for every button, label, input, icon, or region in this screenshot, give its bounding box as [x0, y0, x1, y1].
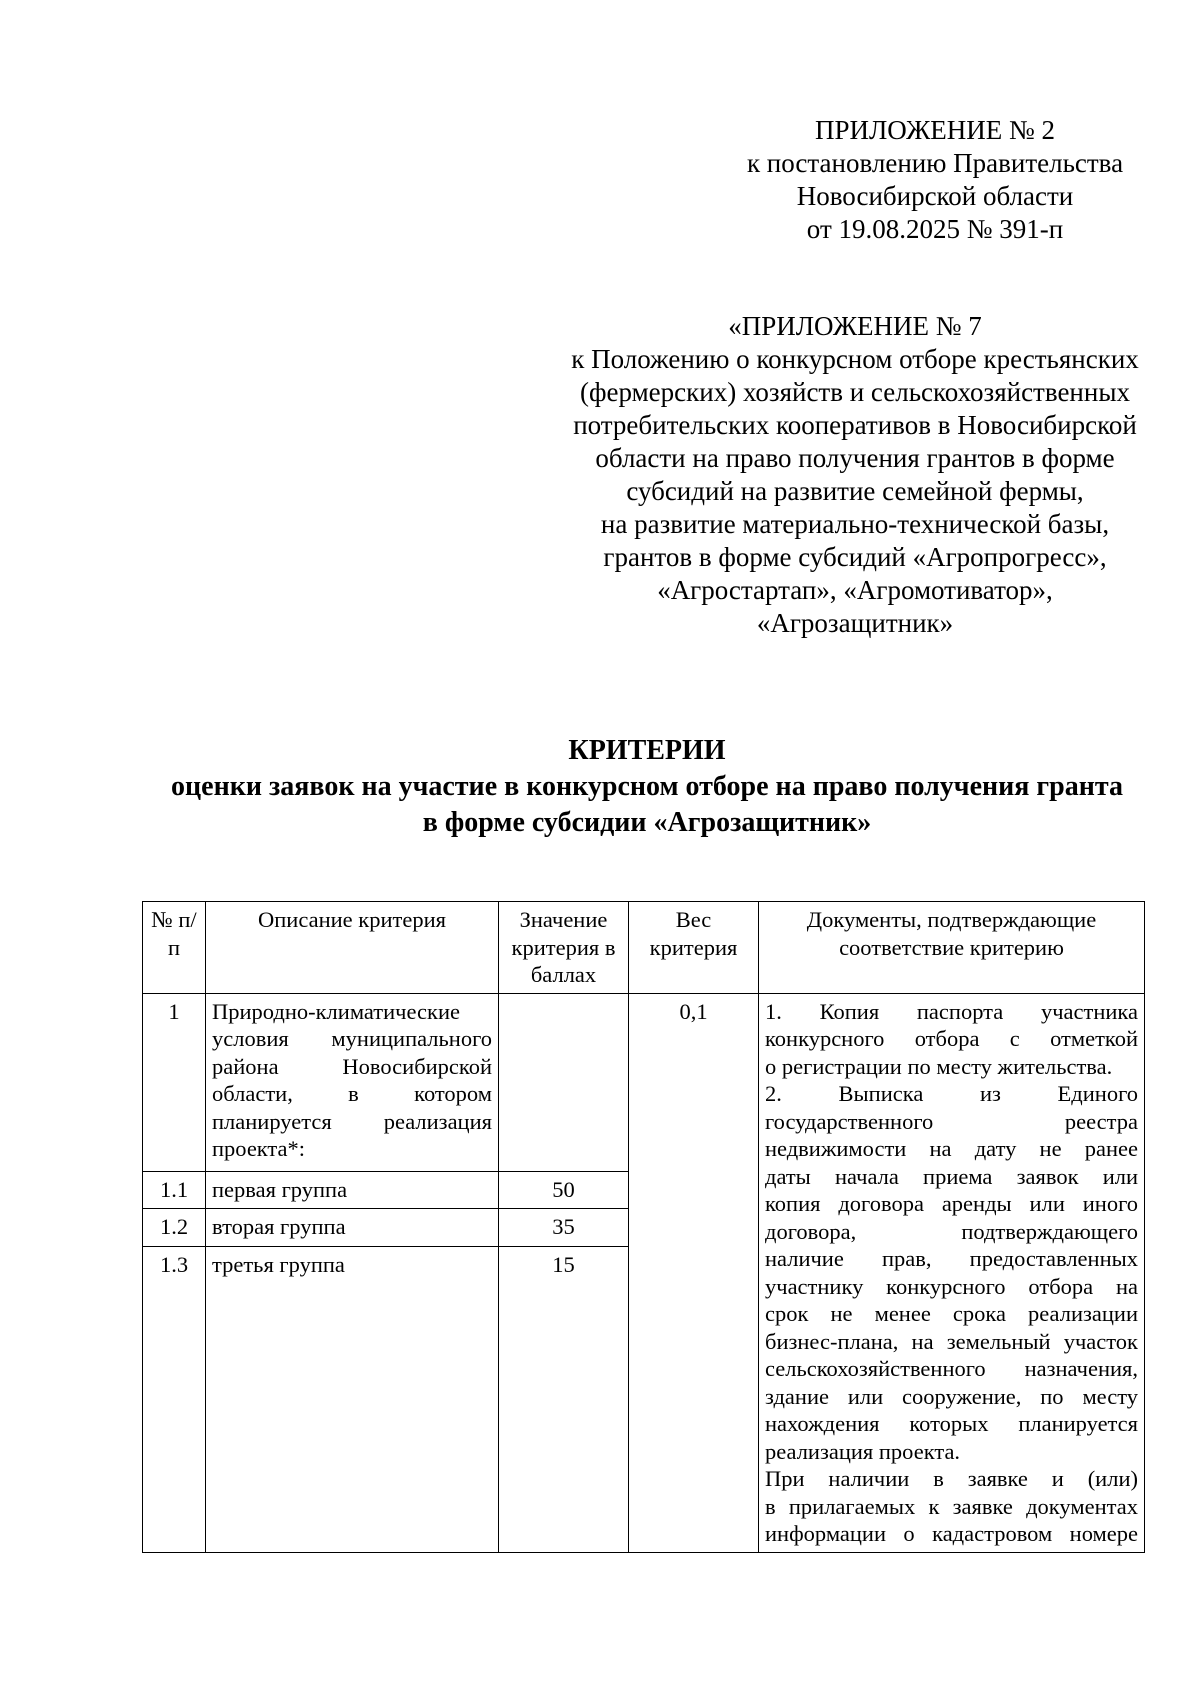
document-title	[0, 733, 1200, 841]
appendix-7-line-4: потребительских кооперативов в Новосибирской	[573, 410, 1137, 440]
appendix-7-header	[540, 310, 1170, 640]
table-header-row	[143, 902, 1145, 994]
appendix-7-line-5: области на право получения грантов в форме	[595, 443, 1115, 473]
row-1-3-num: 1.3	[143, 1246, 206, 1552]
appendix-7-line-9: «Агростартап», «Агромотиватор»,	[657, 575, 1053, 605]
appendix-7-line-1: «ПРИЛОЖЕНИЕ № 7	[728, 311, 982, 341]
header-documents: Документы, подтверждающие соответствие критерию	[759, 902, 1145, 994]
row-1-desc-line: проекта*:	[212, 1136, 306, 1161]
title-heading: КРИТЕРИИ	[568, 735, 726, 766]
docs-line: участнику конкурсного отбора на	[765, 1273, 1138, 1299]
row-1-desc-line: планируется реализация	[212, 1108, 492, 1134]
docs-line: нахождения которых планируется	[765, 1411, 1138, 1436]
appendix-2-line-4: от 19.08.2025 № 391-п	[806, 214, 1064, 244]
table-row	[143, 993, 1145, 1171]
row-1-desc-line: условия муниципального	[212, 1026, 492, 1051]
appendix-7-line-3: (фермерских) хозяйств и сельскохозяйственных	[580, 377, 1130, 407]
appendix-7-line-10: «Агрозащитник»	[756, 608, 954, 638]
header-value: Значение критерия в баллах	[499, 902, 629, 994]
docs-line: о регистрации по месту жительства.	[765, 1053, 1113, 1079]
criteria-table	[142, 901, 1145, 1553]
docs-line: наличие прав, предоставленных	[765, 1246, 1138, 1271]
docs-line: даты начала приема заявок или	[765, 1163, 1138, 1189]
row-1-3-value: 15	[499, 1246, 629, 1552]
docs-line: срок не менее срока реализации	[765, 1301, 1138, 1326]
row-1-num: 1	[143, 993, 206, 1171]
row-1-1-value: 50	[499, 1171, 629, 1208]
docs-line: договора, подтверждающего	[765, 1218, 1138, 1244]
row-1-3-description: третья группа	[206, 1246, 499, 1552]
appendix-2-header	[700, 114, 1170, 246]
docs-line: При наличии в заявке и (или)	[765, 1466, 1138, 1491]
docs-line: здание или сооружение, по месту	[765, 1383, 1138, 1409]
docs-line: конкурсного отбора с отметкой	[765, 1026, 1138, 1051]
appendix-7-line-7: на развитие материально-технической базы,	[600, 509, 1110, 539]
docs-line: реализация проекта.	[765, 1438, 961, 1464]
docs-line: 2. Выписка из Единого	[765, 1081, 1138, 1106]
docs-line: 1. Копия паспорта участника	[765, 998, 1138, 1024]
docs-line: недвижимости на дату не ранее	[765, 1136, 1138, 1161]
header-description: Описание критерия	[206, 902, 499, 994]
appendix-2-line-3: Новосибирской области	[796, 181, 1074, 211]
row-1-desc-line: района Новосибирской	[212, 1053, 492, 1079]
appendix-7-line-6: субсидий на развитие семейной фермы,	[626, 476, 1084, 506]
header-weight: Вес критерия	[629, 902, 759, 994]
row-1-1-num: 1.1	[143, 1171, 206, 1208]
docs-line: в прилагаемых к заявке документах	[765, 1493, 1138, 1519]
row-1-documents	[759, 993, 1145, 1552]
appendix-7-line-2: к Положению о конкурсном отборе крестьянских	[571, 344, 1139, 374]
row-1-desc-line: Природно-климатические	[212, 998, 460, 1024]
docs-line: государственного реестра	[765, 1108, 1138, 1134]
title-subtitle-line-1: оценки заявок на участие в конкурсном отборе на право получения гранта	[171, 771, 1123, 802]
docs-line: информации о кадастровом номере	[765, 1521, 1138, 1546]
row-1-value	[499, 993, 629, 1171]
docs-line: бизнес-плана, на земельный участок	[765, 1328, 1138, 1354]
row-1-1-description: первая группа	[206, 1171, 499, 1208]
row-1-weight: 0,1	[629, 993, 759, 1552]
row-1-2-description: вторая группа	[206, 1209, 499, 1246]
title-subtitle-line-2: в форме субсидии «Агрозащитник»	[422, 807, 872, 838]
row-1-2-value: 35	[499, 1209, 629, 1246]
row-1-2-num: 1.2	[143, 1209, 206, 1246]
appendix-7-line-8: грантов в форме субсидий «Агропрогресс»,	[603, 542, 1107, 572]
docs-line: сельскохозяйственного назначения,	[765, 1356, 1138, 1381]
appendix-2-line-1: ПРИЛОЖЕНИЕ № 2	[814, 115, 1056, 145]
appendix-2-line-2: к постановлению Правительства	[746, 148, 1124, 178]
row-1-desc-line: области, в котором	[212, 1081, 492, 1106]
docs-line: копия договора аренды или иного	[765, 1191, 1138, 1216]
header-num: № п/п	[143, 902, 206, 994]
row-1-description	[206, 993, 499, 1171]
